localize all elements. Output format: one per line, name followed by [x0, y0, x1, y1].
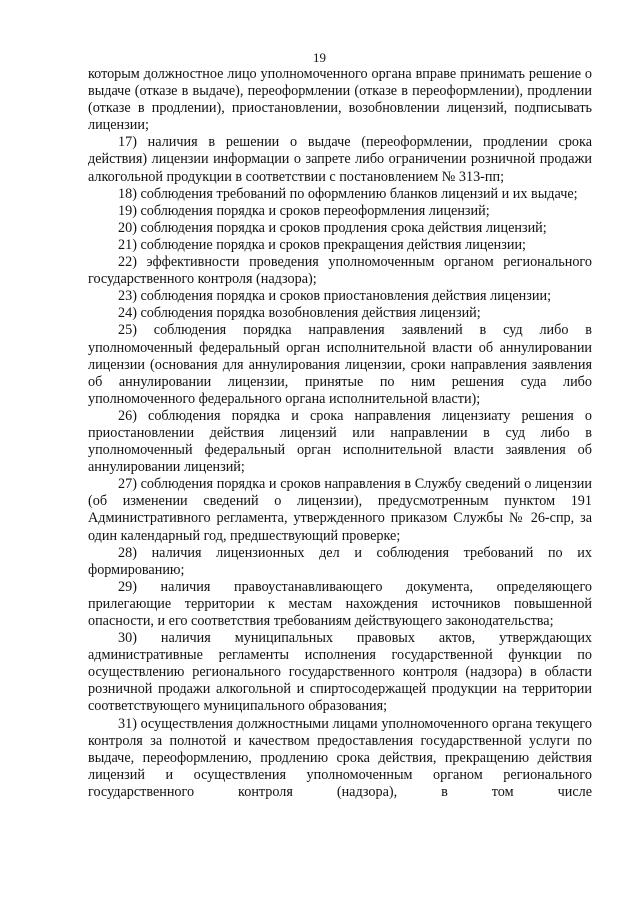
list-item-31: 31) осуществления должностными лицами уполномоченного органа текущего контроля за полнотой и качеством предоставления государственной услуги по выдаче, переоформлению, продлению срока действия, прекращению действия лицензий и осуществления уполномоченным органом регионального государственного контроля (надзора), в том числе [88, 715, 592, 800]
list-item-25: 25) соблюдения порядка направления заявлений в суд либо в уполномоченный федеральный орган исполнительной власти об аннулировании лицензии (основания для аннулирования лицензии, сроки направления заявления об аннулировании лицензии, принятые по ним решения суда либо уполномоченного федерального органа исполнительной власти); [88, 322, 592, 407]
list-item-28: 28) наличия лицензионных дел и соблюдения требований по их формированию; [88, 544, 592, 578]
list-item-27: 27) соблюдения порядка и сроков направления в Службу сведений о лицензии (об изменении сведений о лицензии), предусмотренным пунктом 191 Административного регламента, утвержденного приказом Службы № 26-спр, за один календарный год, предшествующий проверке; [88, 476, 592, 544]
list-item-19: 19) соблюдения порядка и сроков переоформления лицензий; [118, 202, 490, 219]
list-item-20: 20) соблюдения порядка и сроков продления срока действия лицензий; [118, 219, 547, 236]
list-item-18: 18) соблюдения требований по оформлению бланков лицензий и их выдаче; [118, 185, 578, 202]
document-body [88, 66, 592, 801]
list-item-21: 21) соблюдение порядка и сроков прекращения действия лицензии; [118, 236, 526, 253]
list-item-22: 22) эффективности проведения уполномоченным органом регионального государственного контроля (надзора); [88, 254, 592, 288]
list-item-30: 30) наличия муниципальных правовых актов, утверждающих административные регламенты исполнения государственной функции по осуществлению регионального государственного контроля (надзора) в области розничной продажи алкогольной и спиртосодержащей продукции на территории соответствующего муниципального образования; [88, 630, 592, 715]
list-item-17: 17) наличия в решении о выдаче (переоформлении, продлении срока действия) лицензии информации о запрете либо ограничении розничной продажи алкогольной продукции в соответствии с постановлением № 313-пп; [88, 134, 592, 185]
list-item-24: 24) соблюдения порядка возобновления действия лицензий; [118, 305, 481, 322]
paragraph-continuation: которым должностное лицо уполномоченного органа вправе принимать решение о выдаче (отказе в выдаче), переоформлении (отказе в переоформлении), продлении (отказе в продлении), приостановлении, возобновлении лицензий, подписывать лицензии; [88, 66, 592, 134]
list-item-26: 26) соблюдения порядка и срока направления лицензиату решения о приостановлении действия лицензий или направлении в суд либо в уполномоченный федеральный орган исполнительной власти заявления об аннулировании лицензий; [88, 407, 592, 476]
list-item-29: 29) наличия правоустанавливающего документа, определяющего прилегающие территории к местам нахождения источников повышенной опасности, и его соответствия требованиям действующего законодательства; [88, 578, 592, 629]
page-number: 19 [313, 50, 326, 65]
list-item-23: 23) соблюдения порядка и сроков приостановления действия лицензии; [118, 288, 552, 305]
